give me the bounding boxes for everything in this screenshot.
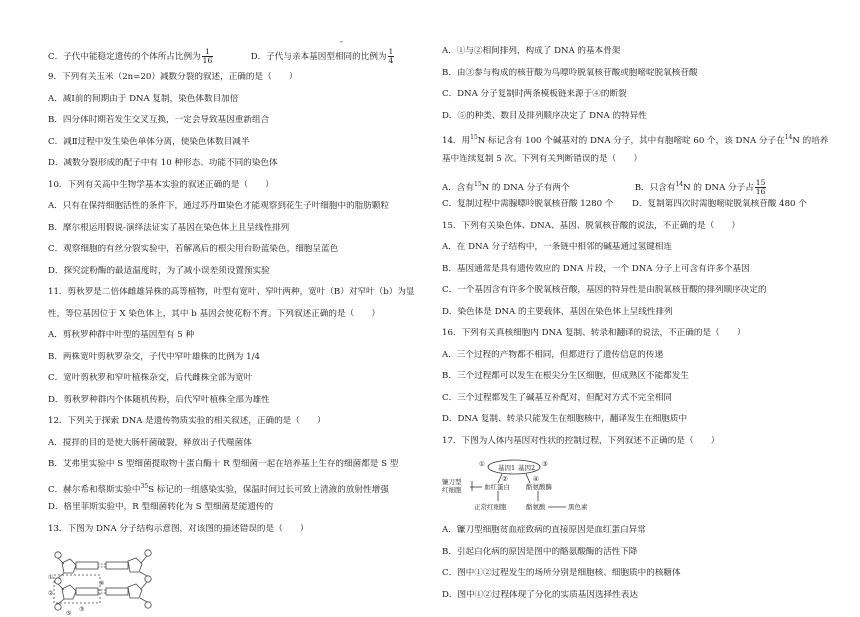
- q8-option-d: D．子代与亲本基因型相同的比例为: [250, 52, 387, 62]
- fig-gene2: 基因2: [518, 464, 536, 472]
- gene-control-figure: [442, 457, 612, 517]
- q16-option-d: D．DNA 复制、转录只能发生在细胞核中，翻译发生在细胞质中: [442, 414, 688, 424]
- sugar-pentagon: [62, 585, 76, 599]
- fig-rbc: 红细胞: [442, 486, 462, 494]
- q9-option-a: A．减Ⅰ前的间期由于 DNA 复制，染色体数目加倍: [48, 93, 239, 104]
- phosphate-circle: [55, 578, 61, 584]
- q13-option-d: D．⑤的种类、数目及排列顺序决定了 DNA 的特异性: [442, 110, 647, 121]
- q10-stem: 10．下列有关高中生物学基本实验的叙述正确的是（ ）: [48, 179, 274, 190]
- fig-label-2: ②: [48, 590, 54, 597]
- q11-option-a: A．剪秋罗种群中叶型的基因型有 5 种: [48, 330, 195, 340]
- q15-option-d: D．染色体是 DNA 的主要载体，基因在染色体上呈线性排列: [442, 306, 673, 317]
- q14-b-fraction: $\frac{15}{16}$: [755, 177, 766, 196]
- q9-option-d: D．减数分裂形成的配子中有 10 种形态、功能不同的染色体: [48, 158, 278, 168]
- q15-option-b: B．基因通常是具有遗传效应的 DNA 片段，一个 DNA 分子上可含有许多个基因: [442, 263, 750, 274]
- fig-tyrosinase: 酪氨酸酶: [526, 483, 552, 491]
- q15-option-a: A．在 DNA 分子结构中，一条链中相邻的碱基通过氢键相连: [442, 242, 672, 252]
- header-mark: -: [340, 37, 343, 46]
- q11-option-d: D．剪秋罗种群内个体随机传粉，后代窄叶植株全部为雄性: [48, 394, 270, 405]
- q17-option-c: C．图中①②过程发生的场所分别是细胞核、细胞质中的核糖体: [442, 568, 681, 578]
- q12-option-d: D．格里菲斯实验中，R 型细菌转化为 S 型细菌是能遗传的: [48, 502, 274, 512]
- q17-option-d: D．图中①②过程体现了分化的实质基因选择性表达: [442, 589, 638, 600]
- q14-options-ab: A．含有$^{15}$N 的 DNA 分子有两个 B．只含有$^{14}$N 的 DNA 分子占 $\frac{15}{16}$: [442, 177, 766, 196]
- fig-sickle: 镰刀型: [442, 478, 462, 486]
- fig-label-1: ①: [48, 574, 54, 581]
- fig-n2: ②: [502, 475, 508, 483]
- q10-option-a: A．只有在保持细胞活性的条件下，通过苏丹Ⅲ染色才能观察到花生子叶细胞中的脂肪颗粒: [48, 201, 390, 211]
- q9-option-c: C．减Ⅱ过程中发生染色单体分离，使染色体数目减半: [48, 136, 250, 147]
- fig-normal-rbc: 正常红细胞: [474, 503, 507, 511]
- q15-option-c: C．一个基因含有许多个脱氧核苷酸，基因的特异性是由脱氧核苷酸的排列顺序决定的: [442, 285, 767, 295]
- q16-option-c: C．三个过程都发生了碱基互补配对，但配对方式不完全相同: [442, 392, 673, 403]
- q14-stem-line1: 14．用$^{15}$N 标记含有 100 个碱基对的 DNA 分子，其中有胞嘧啶 60 个，该 DNA 分子在$^{14}$N 的培养: [442, 134, 829, 146]
- fig-label-5: ⑤: [66, 610, 72, 617]
- q17-option-b: B．引起白化病的原因是图中的酪氨酸酶的活性下降: [442, 546, 638, 557]
- q8-option-c: C．子代中能稳定遗传的个体所占比例为: [48, 52, 201, 62]
- fig-n1: ①: [479, 460, 485, 468]
- left-column: [48, 46, 448, 617]
- q13-option-a: A．①与②相间排列，构成了 DNA 的基本骨架: [442, 46, 621, 56]
- q12-stem: 12．下列关于探索 DNA 是遗传物质实验的相关叙述，正确的是（ ）: [48, 416, 326, 426]
- sugar-pentagon: [62, 559, 76, 573]
- q13-option-b: B．由③参与构成的核苷酸为鸟嘌呤脱氧核苷酸或胞嘧啶脱氧核苷酸: [442, 67, 698, 78]
- fig-label-4: ④: [99, 580, 105, 587]
- q15-stem: 15．下列有关染色体、DNA、基因、脱氧核苷酸的说法，不正确的是（ ）: [442, 220, 740, 231]
- q11-stem-line2: 性，等位基因位于 X 染色体上，其中 b 基因会使花粉不育。下列叙述正确的是（ ）: [48, 308, 380, 319]
- dna-structure-figure: [48, 545, 178, 617]
- q16-stem: 16．下列有关真核细胞内 DNA 复制、转录和翻译的说法，不正确的是（ ）: [442, 328, 746, 338]
- fig-tyrosine: 酪氨酸: [526, 503, 546, 511]
- phosphate-circle: [55, 604, 61, 610]
- q10-option-d: D．探究淀粉酶的最适温度时，为了减小误差须设置预实验: [48, 265, 270, 276]
- q16-option-a: A．三个过程的产物都不相同，但都进行了遗传信息的传递: [442, 349, 664, 360]
- q12-option-c: C．赫尔希和蔡斯实验中$^{35}$S 标记的一组感染实验，保温时间过长可致上清液的放射性增强: [48, 482, 389, 495]
- fig-hb: 血红蛋白: [484, 483, 510, 491]
- q13-option-c: C．DNA 分子复制时两条模板链来源于④的断裂: [442, 89, 627, 99]
- q8-d-fraction: $\frac{1}{4}$: [388, 47, 394, 65]
- q11-stem-line1: 11．剪秋罗是二倍体雌雄异株的高等植物，叶型有宽叶、窄叶两种，宽叶（B）对窄叶（b）为显: [48, 287, 415, 297]
- fig-label-3: ③: [79, 606, 85, 613]
- fig-n3: ③: [542, 460, 548, 468]
- q9-option-b: B．四分体时期若发生交叉互换，一定会导致基因重新组合: [48, 115, 270, 125]
- q16-option-b: B．三个过程都可以发生在根尖分生区细胞，但成熟区不能都发生: [442, 371, 689, 381]
- fig-melanin: 黑色素: [568, 503, 588, 511]
- q13-stem: 13．下图为 DNA 分子结构示意图，对该图的描述错误的是（ ）: [48, 523, 309, 534]
- q8-c-fraction: $\frac{1}{16}$: [202, 47, 213, 65]
- q12-option-a: A．搅拌的目的是使大肠杆菌破裂，释放出子代噬菌体: [48, 437, 252, 448]
- q17-option-a: A．镰刀型细胞贫血症致病的直接原因是血红蛋白异常: [442, 525, 646, 535]
- fig-gene1: 基因1: [498, 464, 516, 472]
- q9-stem: 9．下列有关玉米（2n=20）减数分裂的叙述，正确的是（ ）: [48, 72, 298, 82]
- q11-option-c: C．宽叶剪秋罗和窄叶植株杂交，后代雌株全部为宽叶: [48, 373, 253, 383]
- q14-options-cd: C．复制过程中需腺嘌呤脱氧核苷酸 1280 个 D．复制第四次时需胞嘧啶脱氧核苷酸 480 个: [442, 199, 807, 209]
- q17-stem: 17．下图为人体内基因对性状的控制过程，下列叙述不正确的是（ ）: [442, 435, 720, 446]
- q10-option-b: B．摩尔根运用假说-演绎法证实了基因在染色体上且呈线性排列: [48, 222, 290, 233]
- phosphate-circle: [55, 552, 61, 558]
- right-column: [442, 46, 842, 611]
- q8-options-cd: [48, 46, 448, 72]
- q12-option-b: B．艾弗里实验中 S 型细菌提取物十蛋白酶十 R 型细菌一起在培养基上生存的细菌都是 S 型: [48, 459, 399, 469]
- q14-stem-line2: 基中连续复制 5 次。下列有关判断错误的是（ ）: [442, 153, 642, 164]
- q11-option-b: B．两株宽叶剪秋罗杂交，子代中窄叶雄株的比例为 1/4: [48, 351, 260, 362]
- q10-option-c: C．观察细胞的有丝分裂实验中，若解离后的根尖用台盼蓝染色，细胞呈蓝色: [48, 244, 339, 254]
- fig-n4: ④: [533, 475, 539, 483]
